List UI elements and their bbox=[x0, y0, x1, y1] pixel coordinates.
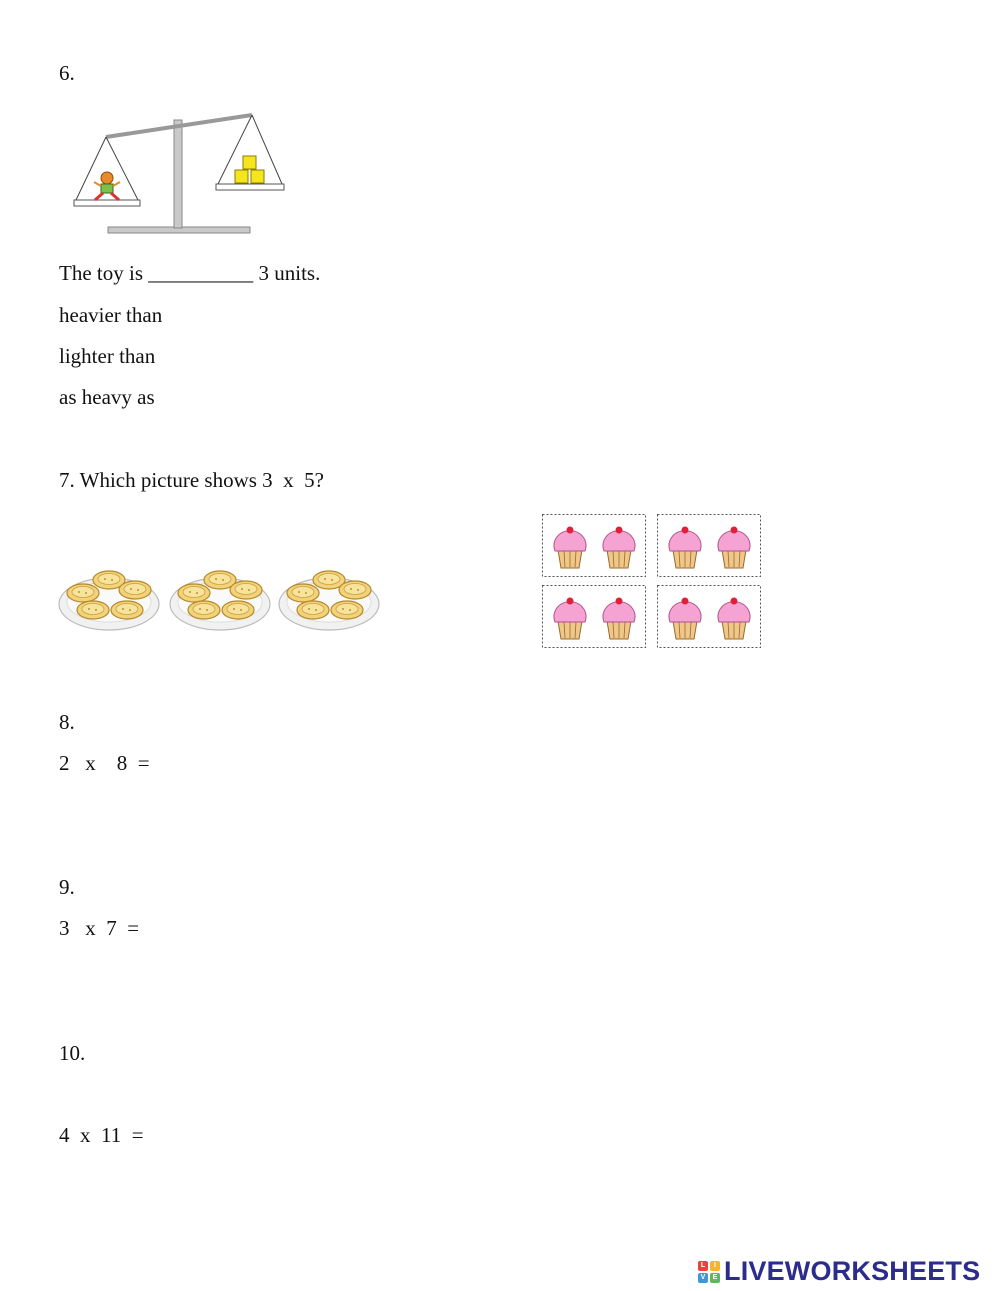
q6-option-2[interactable]: lighter than bbox=[59, 344, 156, 368]
cupcake-box-1 bbox=[543, 515, 646, 577]
cupcake-box-3 bbox=[543, 586, 646, 648]
unit-cubes-icon bbox=[235, 156, 264, 183]
toy-icon bbox=[94, 172, 120, 200]
plate-3 bbox=[279, 571, 379, 630]
q8-number: 8. bbox=[59, 710, 75, 734]
q6-option-1[interactable]: heavier than bbox=[59, 303, 163, 327]
logo-blocks-icon bbox=[698, 1261, 720, 1283]
plate-1 bbox=[59, 571, 159, 630]
q6-prompt: The toy is __________ 3 units. bbox=[59, 261, 321, 285]
scale-pole bbox=[174, 120, 182, 228]
logo-block-e: E bbox=[710, 1273, 720, 1283]
q8-expression: 2 x 8 = bbox=[59, 751, 150, 775]
right-pan bbox=[216, 184, 284, 190]
q9-expression: 3 x 7 = bbox=[59, 916, 140, 940]
logo-block-v: V bbox=[698, 1273, 708, 1283]
q6-option-3[interactable]: as heavy as bbox=[59, 385, 155, 409]
boxes-of-cupcakes-picture[interactable] bbox=[541, 513, 765, 651]
cupcake-box-2 bbox=[658, 515, 761, 577]
logo-block-i: I bbox=[710, 1261, 720, 1271]
plate-2 bbox=[170, 571, 270, 630]
logo-block-l: L bbox=[698, 1261, 708, 1271]
cupcake-box-4 bbox=[658, 586, 761, 648]
balance-scale-figure bbox=[70, 110, 290, 238]
left-pan bbox=[74, 200, 140, 206]
liveworksheets-logo bbox=[698, 1256, 980, 1287]
q7-prompt: 7. Which picture shows 3 x 5? bbox=[59, 468, 324, 492]
logo-wordmark: LIVEWORKSHEETS bbox=[724, 1256, 981, 1286]
q6-number: 6. bbox=[59, 61, 75, 85]
plates-of-tarts-picture[interactable] bbox=[58, 566, 384, 636]
q10-expression: 4 x 11 = bbox=[59, 1123, 144, 1147]
q10-number: 10. bbox=[59, 1041, 86, 1065]
q9-number: 9. bbox=[59, 875, 75, 899]
